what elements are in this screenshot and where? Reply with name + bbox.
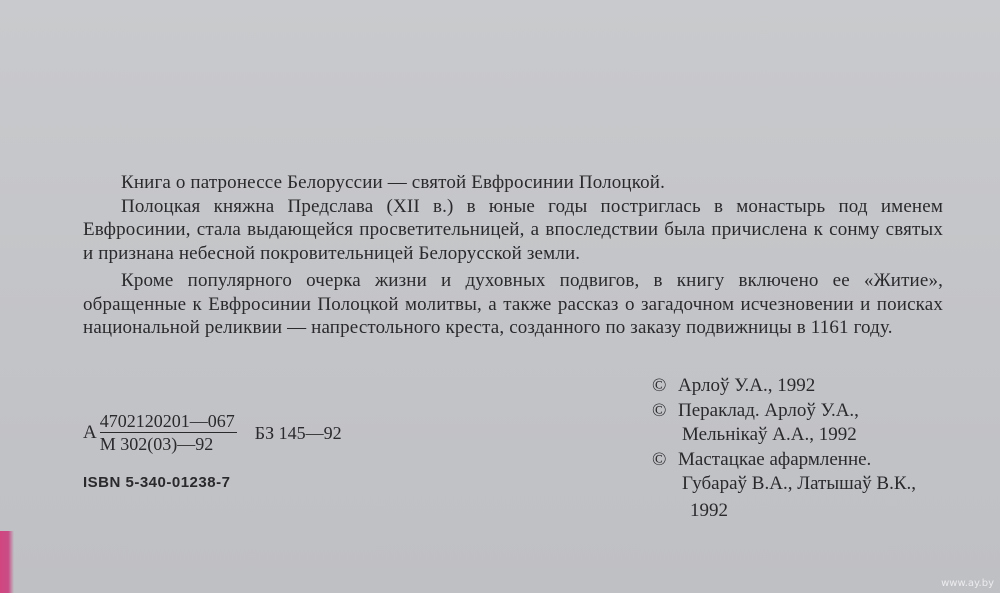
copyright-icon: © xyxy=(652,375,667,396)
copyright-text: Арлоў У.А., 1992 xyxy=(678,375,816,396)
copyright-line-design xyxy=(652,448,916,473)
copyright-text: Пераклад. Арлоў У.А., xyxy=(678,399,859,421)
copyright-icon: © xyxy=(652,448,667,470)
copyright-line-author xyxy=(652,374,916,399)
bbk-denominator: М 302(03)—92 xyxy=(99,434,214,454)
copyright-text: Губараў В.А., Латышаў В.К., xyxy=(682,473,916,494)
annotation-paragraph-2: Полоцкая княжна Предслава (XII в.) в юные годы постриглась в монастырь под именем Евфросинии, стала выдающейся просветительницей, а впоследствии была причислена к сонму святых и признана небесной покровительницей Белорусской земли. xyxy=(83,195,943,264)
copyright-line-translator xyxy=(652,423,916,448)
copyright-text: Мастацкае афармленне. xyxy=(678,448,872,470)
copyright-line-translation xyxy=(652,399,916,424)
bbk-fraction xyxy=(100,410,237,455)
site-watermark: www.ay.by xyxy=(941,578,994,589)
copyright-year: 1992 xyxy=(690,500,728,521)
book-annotation xyxy=(83,171,943,344)
copyright-block xyxy=(652,374,916,497)
bbk-numerator: 4702120201—067 xyxy=(99,411,235,431)
bbk-prefix: А xyxy=(83,421,97,443)
copyright-text: Мельнікаў А.А., 1992 xyxy=(682,424,857,445)
bbk-index xyxy=(83,410,342,455)
copyright-line-designers xyxy=(652,472,916,497)
annotation-paragraph-3: Кроме популярного очерка жизни и духовных подвигов, в книгу включено ее «Житие», обращенные к Евфросинии Полоцкой молитвы, а также рассказ о загадочном исчезновении и поисках национальной реликвии — напрестольного креста, созданного по заказу подвижницы в 1161 году. xyxy=(83,270,943,338)
copyright-icon: © xyxy=(652,399,667,421)
bbk-code: БЗ 145—92 xyxy=(254,422,342,443)
annotation-paragraph-1: Книга о патронессе Белоруссии — святой Евфросинии Полоцкой. xyxy=(121,172,665,193)
book-cover-edge xyxy=(0,531,14,593)
isbn-number: ISBN 5-340-01238-7 xyxy=(83,474,231,491)
